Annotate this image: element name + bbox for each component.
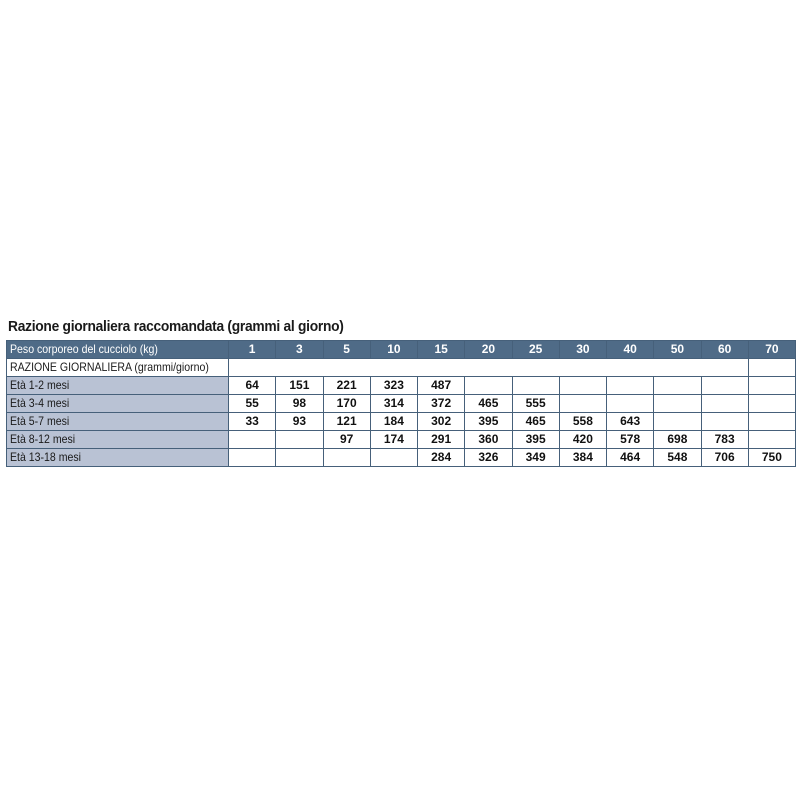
row-label: Età 8-12 mesi xyxy=(7,431,229,449)
table-row xyxy=(7,395,796,413)
daily-ration-table xyxy=(6,340,796,467)
ration-cell: 395 xyxy=(465,413,512,431)
ration-cell xyxy=(607,395,654,413)
ration-cell xyxy=(276,449,323,467)
ration-table-container xyxy=(6,318,796,467)
ration-cell xyxy=(512,377,559,395)
ration-cell: 783 xyxy=(701,431,748,449)
ration-cell xyxy=(229,449,276,467)
subheader-fill xyxy=(229,359,749,377)
ration-cell: 184 xyxy=(370,413,417,431)
ration-cell: 323 xyxy=(370,377,417,395)
ration-cell xyxy=(276,431,323,449)
ration-cell: 121 xyxy=(323,413,370,431)
table-row xyxy=(7,431,796,449)
ration-cell: 750 xyxy=(748,449,795,467)
ration-cell xyxy=(748,431,795,449)
ration-cell: 349 xyxy=(512,449,559,467)
ration-cell xyxy=(748,413,795,431)
subheader-row xyxy=(7,359,796,377)
ration-cell xyxy=(323,449,370,467)
ration-cell: 548 xyxy=(654,449,701,467)
ration-cell xyxy=(701,395,748,413)
weight-header: 30 xyxy=(559,341,606,359)
table-title: Razione giornaliera raccomandata (grammi al giorno) xyxy=(8,318,344,335)
ration-cell: 284 xyxy=(418,449,465,467)
row-label: Età 1-2 mesi xyxy=(7,377,229,395)
weight-header: 25 xyxy=(512,341,559,359)
ration-cell: 558 xyxy=(559,413,606,431)
ration-cell: 465 xyxy=(465,395,512,413)
ration-cell xyxy=(654,395,701,413)
weight-header: 5 xyxy=(323,341,370,359)
ration-cell: 326 xyxy=(465,449,512,467)
ration-cell: 555 xyxy=(512,395,559,413)
ration-cell xyxy=(465,377,512,395)
ration-cell xyxy=(748,395,795,413)
ration-cell: 706 xyxy=(701,449,748,467)
subheader-label: RAZIONE GIORNALIERA (grammi/giorno) xyxy=(7,359,229,377)
row-label: Età 13-18 mesi xyxy=(7,449,229,467)
header-row xyxy=(7,341,796,359)
ration-cell: 384 xyxy=(559,449,606,467)
row-label: Età 5-7 mesi xyxy=(7,413,229,431)
ration-cell: 395 xyxy=(512,431,559,449)
ration-cell: 360 xyxy=(465,431,512,449)
weight-header: 15 xyxy=(418,341,465,359)
ration-cell: 643 xyxy=(607,413,654,431)
ration-cell: 372 xyxy=(418,395,465,413)
ration-cell xyxy=(748,377,795,395)
ration-cell: 465 xyxy=(512,413,559,431)
ration-cell xyxy=(701,377,748,395)
table-row xyxy=(7,449,796,467)
weight-header: 70 xyxy=(748,341,795,359)
row-label: Età 3-4 mesi xyxy=(7,395,229,413)
weight-header: 3 xyxy=(276,341,323,359)
weight-header: 1 xyxy=(229,341,276,359)
weight-header: 50 xyxy=(654,341,701,359)
table-row xyxy=(7,413,796,431)
ration-cell: 314 xyxy=(370,395,417,413)
ration-cell: 55 xyxy=(229,395,276,413)
ration-cell xyxy=(654,377,701,395)
ration-cell: 578 xyxy=(607,431,654,449)
weight-header: 10 xyxy=(370,341,417,359)
ration-cell: 98 xyxy=(276,395,323,413)
ration-cell: 33 xyxy=(229,413,276,431)
ration-cell: 487 xyxy=(418,377,465,395)
ration-cell xyxy=(370,449,417,467)
ration-cell xyxy=(559,395,606,413)
ration-cell: 221 xyxy=(323,377,370,395)
ration-cell xyxy=(229,431,276,449)
ration-cell xyxy=(654,413,701,431)
weight-header: 20 xyxy=(465,341,512,359)
subheader-fill-last xyxy=(748,359,795,377)
ration-cell xyxy=(607,377,654,395)
ration-cell: 93 xyxy=(276,413,323,431)
ration-cell: 151 xyxy=(276,377,323,395)
ration-cell: 174 xyxy=(370,431,417,449)
weight-header: 40 xyxy=(607,341,654,359)
ration-cell: 464 xyxy=(607,449,654,467)
header-label: Peso corporeo del cucciolo (kg) xyxy=(7,341,229,359)
ration-cell: 291 xyxy=(418,431,465,449)
ration-cell xyxy=(701,413,748,431)
ration-cell xyxy=(559,377,606,395)
weight-header: 60 xyxy=(701,341,748,359)
ration-cell: 64 xyxy=(229,377,276,395)
ration-cell: 97 xyxy=(323,431,370,449)
ration-cell: 698 xyxy=(654,431,701,449)
ration-cell: 302 xyxy=(418,413,465,431)
ration-cell: 420 xyxy=(559,431,606,449)
table-row xyxy=(7,377,796,395)
ration-cell: 170 xyxy=(323,395,370,413)
